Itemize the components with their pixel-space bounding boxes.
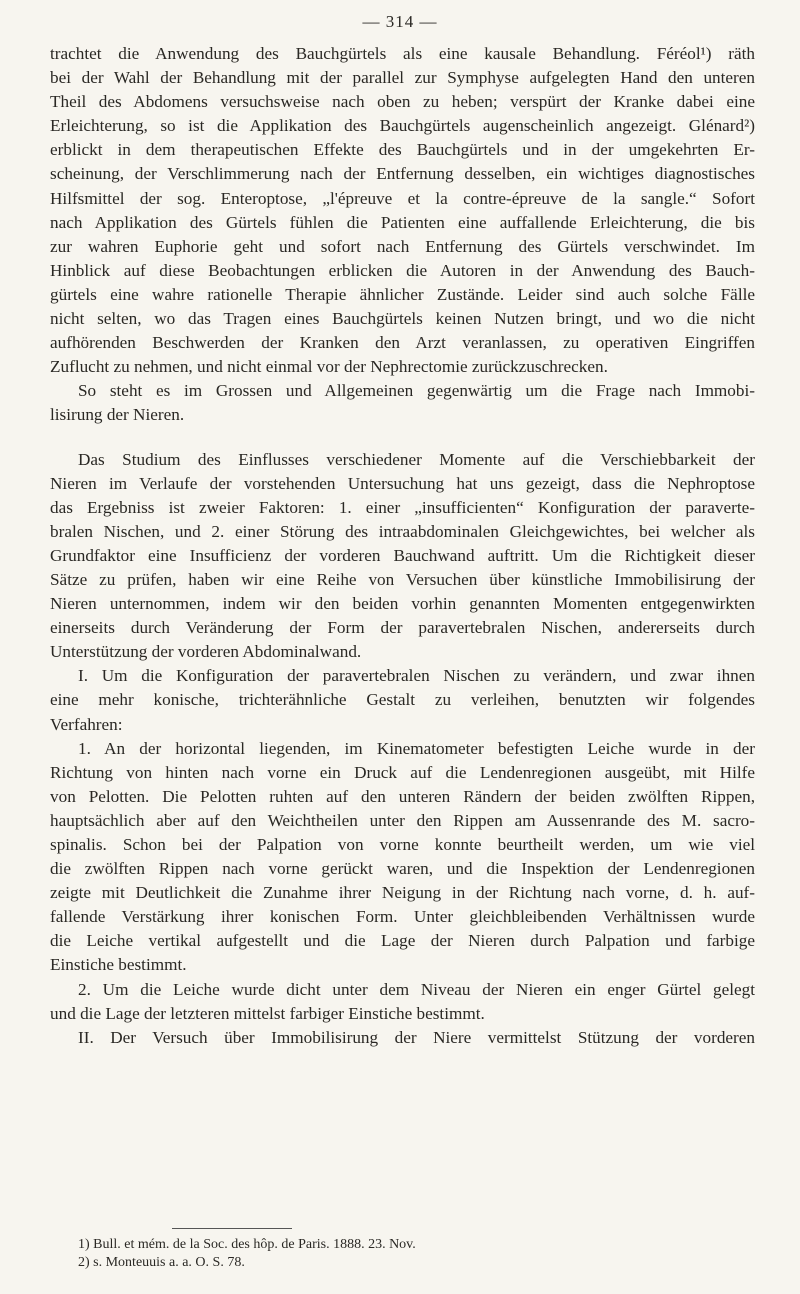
text-line: I. Um die Konfiguration der paravertebralen Nischen zu verändern, und zwar ihnen <box>78 666 755 686</box>
text-line: 1. An der horizontal liegenden, im Kinematometer befestigten Leiche wurde in der <box>78 738 755 758</box>
text-line: lisirung der Nieren. <box>50 405 185 425</box>
text-line: aufhörenden Beschwerden der Kranken den Arzt veranlassen, zu operativen Eingriffen <box>50 333 755 353</box>
text-line: Das Studium des Einflusses verschiedener Momente auf die Verschiebbarkeit der <box>78 449 755 469</box>
text-line: Nieren unternommen, indem wir den beiden vorhin genannten Momenten entgegenwirkten <box>50 594 755 614</box>
text-line: Hinblick auf diese Beobachtungen erblicken die Autoren in der Anwendung des Bauch- <box>50 260 755 280</box>
body-text <box>50 42 755 1050</box>
footnote-divider <box>172 1228 292 1229</box>
text-line: Hilfsmittel der sog. Enteroptose, „l'épreuve et la contre-épreuve de la sangle.“ Sofort <box>50 188 755 208</box>
text-line: Theil des Abdomens versuchsweise nach oben zu heben; verspürt der Kranke dabei eine <box>50 92 755 112</box>
paragraph-gap <box>50 428 755 448</box>
text-line: Richtung von hinten nach vorne ein Druck auf die Lendenregionen ausgeübt, mit Hilfe <box>50 762 755 782</box>
text-line: bralen Nischen, und 2. einer Störung des intraabdominalen Gleichgewichtes, bei welcher als <box>50 521 755 541</box>
text-line: fallende Verstärkung ihrer konischen Form. Unter gleichbleibenden Verhältnissen wurde <box>50 907 755 927</box>
footnote: 1) Bull. et mém. de la Soc. des hôp. de Paris. 1888. 23. Nov. <box>78 1237 416 1252</box>
text-line: die Leiche vertikal aufgestellt und die Lage der Nieren durch Palpation und farbige <box>50 931 755 951</box>
text-line: und die Lage der letzteren mittelst farbiger Einstiche bestimmt. <box>50 1003 485 1023</box>
text-line: zeigte mit Deutlichkeit die Zunahme ihrer Neigung in der Richtung nach vorne, d. h. auf- <box>50 883 755 903</box>
text-line: zur wahren Euphorie geht und sofort nach Entfernung des Gürtels verschwindet. Im <box>50 236 755 256</box>
text-line: die zwölften Rippen nach vorne gerückt waren, und die Inspektion der Lendenregionen <box>50 859 755 879</box>
text-line: bei der Wahl der Behandlung mit der parallel zur Symphyse aufgelegten Hand den unteren <box>50 68 755 88</box>
text-line: Grundfaktor eine Insufficienz der vorderen Bauchwand auftritt. Um die Richtigkeit dieser <box>50 545 755 565</box>
text-line: erblickt in dem therapeutischen Effekte des Bauchgürtels und in der umgekehrten Er- <box>50 140 755 160</box>
text-line: Erleichterung, so ist die Applikation des Bauchgürtels augenscheinlich angezeigt. Glénard²) <box>50 116 755 136</box>
text-line: Zuflucht zu nehmen, und nicht einmal vor der Nephrectomie zurückzuschrecken. <box>50 357 608 377</box>
text-line: spinalis. Schon bei der Palpation von vorne konnte beurtheilt werden, um wie viel <box>50 835 755 854</box>
text-line: Einstiche bestimmt. <box>50 955 187 975</box>
page-number: — 314 — <box>362 12 438 31</box>
text-line: eine mehr konische, trichterähnliche Gestalt zu verleihen, benutzten wir folgendes <box>50 690 755 710</box>
text-line: 2. Um die Leiche wurde dicht unter dem Niveau der Nieren ein enger Gürtel gelegt <box>78 979 755 999</box>
text-line: das Ergebniss ist zweier Faktoren: 1. einer „insufficienten“ Konfiguration der paraverte- <box>50 497 755 517</box>
text-line: nach Applikation des Gürtels fühlen die Patienten eine auffallende Erleichterung, die bis <box>50 212 755 232</box>
footnote: 2) s. Monteuuis a. a. O. S. 78. <box>78 1255 245 1270</box>
text-line: So steht es im Grossen und Allgemeinen gegenwärtig um die Frage nach Immobi- <box>78 381 755 401</box>
text-line: II. Der Versuch über Immobilisirung der Niere vermittelst Stützung der vorderen <box>78 1027 755 1047</box>
footnotes <box>78 1236 758 1272</box>
text-line: hauptsächlich aber auf den Weichtheilen unter den Rippen am Aussenrande des M. sacro- <box>50 810 755 830</box>
text-line: Unterstützung der vorderen Abdominalwand. <box>50 642 362 662</box>
text-line: einerseits durch Veränderung der Form der paravertebralen Nischen, andererseits durch <box>50 618 755 638</box>
text-line: trachtet die Anwendung des Bauchgürtels als eine kausale Behandlung. Féréol¹) räth <box>50 44 755 63</box>
text-line: Nieren im Verlaufe der vorstehenden Untersuchung hat uns gezeigt, dass die Nephroptose <box>50 473 755 493</box>
text-line: Sätze zu prüfen, haben wir eine Reihe von Versuchen über künstliche Immobilisirung der <box>50 569 755 589</box>
text-line: scheinung, der Verschlimmerung nach der Entfernung desselben, ein wichtiges diagnostisches <box>50 164 755 184</box>
text-line: gürtels eine wahre rationelle Therapie ähnlicher Zustände. Leider sind auch solche Fälle <box>50 284 755 304</box>
text-line: nicht selten, wo das Tragen eines Bauchgürtels keinen Nutzen bringt, und wo die nicht <box>50 309 755 329</box>
text-line: Verfahren: <box>50 714 123 734</box>
text-line: von Pelotten. Die Pelotten ruhten auf den unteren Rändern der beiden zwölften Rippen, <box>50 786 755 806</box>
